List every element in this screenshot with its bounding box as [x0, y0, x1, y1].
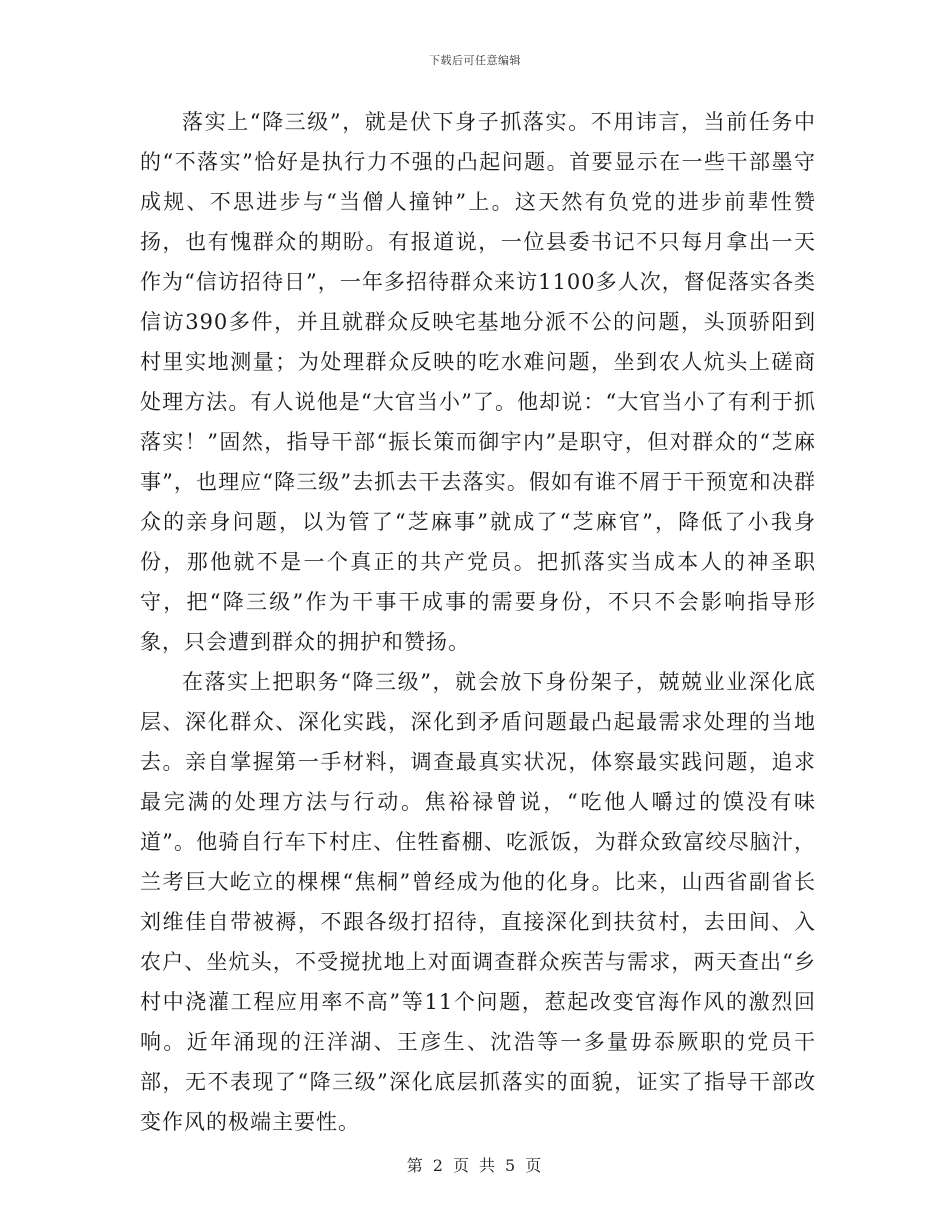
footer-page-word: 页 [452, 1156, 471, 1175]
footer-suffix: 页 [525, 1156, 544, 1175]
paragraph-1: 落实上“降三级”，就是伏下身子抓落实。不用讳言，当前任务中的“不落实”恰好是执行力不强的凸起问题。首要显示在一些干部墨守成规、不思进步与“当僧人撞钟”上。这天然有负党的进步前辈性赞扬，也有愧群众的期盼。有报道说，一位县委书记不只每月拿出一天作为“信访招待日”，一年多招待群众来访1100多人次，督促落实各类信访390多件，并且就群众反映宅基地分派不公的问题，头顶骄阳到村里实地测量；为处理群众反映的吃水难问题，坐到农人炕头上磋商处理方法。有人说他是“大官当小”了。他却说：“大官当小了有利于抓落实！”固然，指导干部“振长策而御宇内”是职守，但对群众的“芝麻事”，也理应“降三级”去抓去干去落实。假如有谁不屑于干预宽和决群众的亲身问题，以为管了“芝麻事”就成了“芝麻官”，降低了小我身份，那他就不是一个真正的共产党员。把抓落实当成本人的神圣职守，把“降三级”作为干事干成事的需要身份，不只不会影响指导形象，只会遭到群众的拥护和赞扬。 [140, 110, 816, 654]
footer-total-pages: 5 [505, 1156, 518, 1175]
header-note: 下载后可任意编辑 [429, 54, 521, 67]
footer-total-label: 共 [479, 1156, 498, 1175]
footer-current-page: 2 [432, 1156, 445, 1175]
footer-prefix: 第 [406, 1156, 425, 1175]
paragraph-2: 在落实上把职务“降三级”，就会放下身份架子，兢兢业业深化底层、深化群众、深化实践，深化到矛盾问题最凸起最需求处理的当地去。亲自掌握第一手材料，调查最真实状况，体察最实践问题，追求最完满的处理方法与行动。焦裕禄曾说，“吃他人嚼过的馍没有味道”。他骑自行车下村庄、住牲畜棚、吃派饭，为群众致富绞尽脑汁，兰考巨大屹立的棵棵“焦桐”曾经成为他的化身。比来，山西省副省长刘维佳自带被褥，不跟各级打招待，直接深化到扶贫村，去田间、入农户、坐炕头，不受搅扰地上对面调查群众疾苦与需求，两天查出“乡村中浇灌工程应用率不高”等11个问题，惹起改变官海作风的激烈回响。近年涌现的汪洋湖、王彦生、沈浩等一多量毋忝厥职的党员干部，无不表现了“降三级”深化底层抓落实的面貌，证实了指导干部改变作风的极端主要性。 [140, 670, 816, 1134]
page-footer [0, 1153, 950, 1176]
body-text [140, 102, 816, 1142]
